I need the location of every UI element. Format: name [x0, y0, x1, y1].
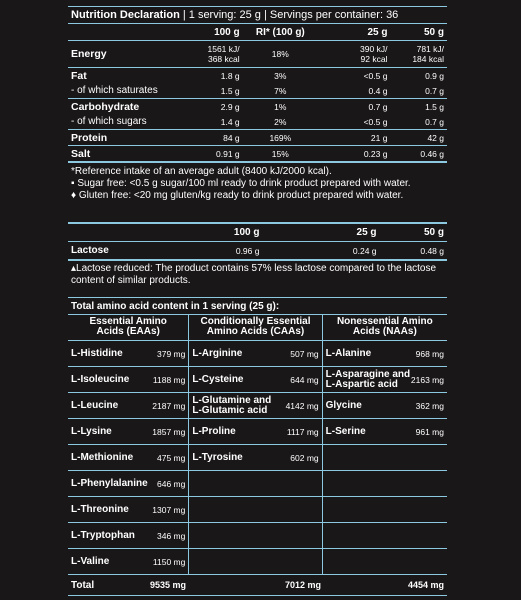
amino-value: 602 mg — [290, 452, 319, 463]
nutrition-label — [68, 6, 447, 596]
amino-name: L-Isoleucine — [71, 373, 130, 385]
amino-name: L-Glutamine and L-Glutamic acid — [192, 394, 272, 416]
amino-row — [189, 340, 321, 366]
divider — [68, 595, 447, 596]
amino-row — [323, 496, 447, 522]
amino-value: 1307 mg — [152, 504, 186, 515]
nutrition-row — [68, 99, 447, 114]
nutrient-label: Protein — [71, 131, 108, 144]
nutrition-row — [68, 41, 447, 67]
amino-title: Total amino acid content in 1 serving (25 g): — [71, 301, 280, 312]
footnote: *Reference intake of an average adult (8400 kJ/2000 kcal). — [71, 166, 332, 177]
amino-row — [323, 366, 447, 392]
total-label: Total — [71, 579, 95, 591]
amino-value: 961 mg — [415, 426, 444, 437]
lactose-100g: 0.96 g — [235, 245, 260, 256]
value-25g: 390 kJ/ 92 kcal — [360, 44, 388, 64]
amino-column — [68, 315, 189, 574]
value-50g: 1.5 g — [425, 101, 444, 112]
amino-row — [189, 418, 321, 444]
amino-name: L-Tyrosine — [192, 451, 243, 463]
value-25g: <0.5 g — [363, 116, 388, 127]
amino-row — [189, 392, 321, 418]
value-ri: 3% — [274, 70, 287, 81]
amino-row — [68, 496, 188, 522]
amino-row — [189, 366, 321, 392]
lactose-header-row — [68, 224, 447, 241]
amino-row — [323, 548, 447, 574]
amino-name: L-Alanine — [325, 347, 372, 359]
value-100g: 1.4 g — [220, 116, 240, 127]
amino-column-header: Conditionally Essential Amino Acids (CAAs) — [200, 316, 311, 337]
amino-row — [189, 496, 321, 522]
amino-value: 644 mg — [290, 374, 319, 385]
amino-value: 4142 mg — [285, 400, 319, 411]
total-naa: 4454 mg — [407, 580, 444, 590]
value-25g: 0.23 g — [363, 148, 388, 159]
value-100g: 84 g — [223, 132, 240, 143]
amino-row — [323, 418, 447, 444]
amino-column-header: Nonessential Amino Acids (NAAs) — [336, 316, 433, 337]
value-ri: 7% — [274, 85, 287, 96]
value-50g: 781 kJ/ 184 kcal — [412, 44, 444, 64]
total-eaa: 9535 mg — [150, 580, 187, 590]
nutrition-row — [68, 83, 447, 98]
amino-name: L-Tryptophan — [71, 529, 135, 541]
amino-name: L-Lysine — [71, 425, 112, 437]
amino-value: 968 mg — [415, 348, 444, 359]
nutrient-label: - of which saturates — [71, 85, 158, 96]
value-50g: 0.9 g — [425, 70, 444, 81]
amino-row — [189, 470, 321, 496]
lactose-header-100g: 100 g — [233, 227, 260, 238]
value-ri: 18% — [271, 49, 289, 59]
amino-value: 362 mg — [415, 400, 444, 411]
lactose-header-25g: 25 g — [356, 227, 377, 238]
value-50g: 0.7 g — [425, 85, 444, 96]
amino-row — [323, 444, 447, 470]
footnote: ♦ Gluten free: <20 mg gluten/kg ready to drink product prepared with water. — [71, 190, 404, 201]
value-100g: 2.9 g — [220, 101, 240, 112]
amino-value: 646 mg — [157, 478, 186, 489]
value-100g: 1561 kJ/ 368 kcal — [207, 44, 240, 64]
amino-row — [323, 470, 447, 496]
amino-name: L-Asparagine and L-Aspartic acid — [325, 368, 411, 390]
amino-value: 379 mg — [157, 348, 186, 359]
total-caa: 7012 mg — [284, 580, 321, 590]
amino-row — [189, 444, 321, 470]
header-50g: 50 g — [423, 26, 444, 38]
nutrition-header-row — [68, 24, 447, 40]
nutrition-row — [68, 68, 447, 83]
amino-value: 2187 mg — [152, 400, 186, 411]
amino-name: L-Threonine — [71, 503, 129, 515]
lactose-note: ▴Lactose reduced: The product contains 57% less lactose compared to the lactose content of similar products. — [71, 263, 437, 286]
serving-info: | 1 serving: 25 g | Servings per container: 36 — [179, 9, 399, 21]
value-100g: 1.5 g — [220, 85, 240, 96]
amino-value: 1117 mg — [286, 426, 319, 437]
amino-row — [323, 522, 447, 548]
nutrition-row — [68, 146, 447, 161]
amino-table — [68, 315, 447, 574]
amino-name: L-Methionine — [71, 451, 134, 463]
amino-value: 346 mg — [157, 530, 186, 541]
amino-row — [68, 522, 188, 548]
value-25g: 0.7 g — [368, 101, 388, 112]
value-25g: 21 g — [370, 132, 388, 143]
header-25g: 25 g — [367, 26, 388, 38]
amino-row — [68, 548, 188, 574]
nutrient-label: Fat — [71, 69, 87, 82]
amino-row — [68, 392, 188, 418]
amino-name: L-Proline — [192, 425, 236, 437]
value-ri: 1% — [274, 101, 287, 112]
lactose-header-50g: 50 g — [423, 227, 444, 238]
amino-value: 1150 mg — [152, 556, 186, 567]
amino-column — [323, 315, 447, 574]
amino-row — [323, 340, 447, 366]
value-50g: 0.7 g — [425, 116, 444, 127]
value-25g: <0.5 g — [363, 70, 388, 81]
amino-name: L-Phenylalanine — [71, 477, 148, 489]
lactose-row — [68, 242, 447, 259]
nutrition-row — [68, 114, 447, 129]
footnote: ▪ Sugar free: <0.5 g sugar/100 ml ready to drink product prepared with water. — [71, 178, 411, 189]
nutrient-label: Carbohydrate — [71, 100, 140, 113]
amino-column-header: Essential Amino Acids (EAAs) — [89, 316, 167, 337]
amino-name: L-Serine — [325, 425, 366, 437]
amino-row — [189, 522, 321, 548]
nutrition-rows — [68, 41, 447, 161]
nutrition-title: Nutrition Declaration | 1 serving: 25 g | Servings per container: 36 — [71, 9, 399, 21]
value-ri: 15% — [271, 148, 289, 159]
value-25g: 0.4 g — [368, 85, 388, 96]
amino-row — [68, 418, 188, 444]
amino-row — [68, 340, 188, 366]
value-50g: 0.46 g — [420, 148, 444, 159]
amino-name: L-Histidine — [71, 347, 123, 359]
lactose-25g: 0.24 g — [352, 245, 377, 256]
nutrient-label: Salt — [71, 147, 91, 160]
amino-name: Glycine — [325, 399, 362, 411]
amino-name: L-Valine — [71, 555, 110, 567]
lactose-50g: 0.48 g — [420, 245, 444, 256]
value-100g: 0.91 g — [216, 148, 240, 159]
nutrient-label: - of which sugars — [71, 116, 147, 127]
amino-name: L-Cysteine — [192, 373, 244, 385]
amino-value: 475 mg — [157, 452, 186, 463]
value-100g: 1.8 g — [220, 70, 240, 81]
nutrient-label: Energy — [71, 48, 107, 60]
nutrition-notes — [68, 163, 447, 207]
amino-row — [68, 366, 188, 392]
value-ri: 2% — [274, 116, 287, 127]
amino-row — [323, 392, 447, 418]
lactose-label: Lactose — [71, 245, 109, 256]
amino-name: L-Leucine — [71, 399, 119, 411]
value-ri: 169% — [269, 132, 292, 143]
amino-row — [68, 444, 188, 470]
amino-value: 1857 mg — [152, 426, 186, 437]
header-100g: 100 g — [214, 26, 240, 38]
amino-column — [189, 315, 322, 574]
value-50g: 42 g — [427, 132, 444, 143]
nutrition-row — [68, 130, 447, 145]
amino-row — [189, 548, 321, 574]
amino-value: 507 mg — [290, 348, 319, 359]
amino-row — [68, 470, 188, 496]
amino-value: 1188 mg — [152, 374, 186, 385]
header-ri: RI* (100 g) — [255, 26, 305, 38]
amino-total-row — [68, 575, 447, 595]
amino-value: 2163 mg — [410, 374, 444, 385]
amino-name: L-Arginine — [192, 347, 243, 359]
